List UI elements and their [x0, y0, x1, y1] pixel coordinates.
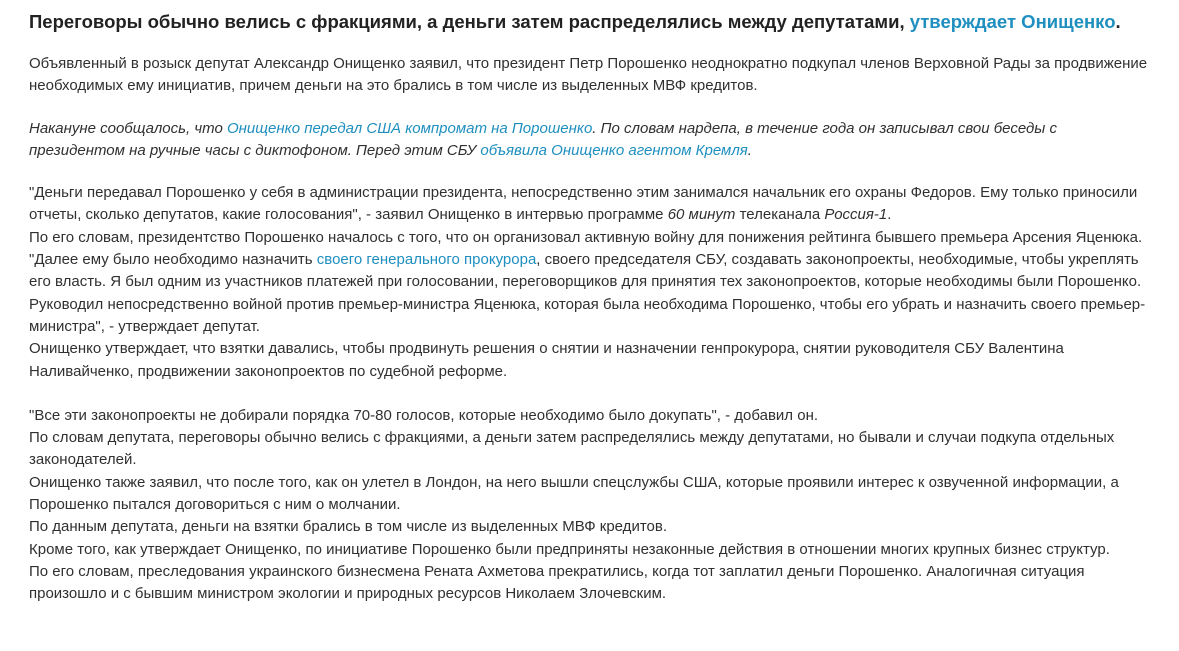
article-headline [29, 0, 1149, 35]
quote-block-2 [29, 405, 1149, 606]
program-name: 60 минут [667, 206, 736, 224]
lead-paragraph: Объявленный в розыск депутат Александр Онищенко заявил, что президент Петр Порошенко неоднократно подкупал членов Верховной Рады за продвижение необходимых ему инициатив, причем деньги на это брались в том числе из выделенных МВФ кредитов. [29, 55, 1148, 95]
paragraph-quote-money [29, 182, 1149, 227]
note-link-kompromat[interactable]: Онищенко передал США компромат на Порошенко [226, 119, 593, 137]
italic-note [29, 118, 1149, 163]
paragraph-votes: "Все эти законопроекты не добирали порядка 70-80 голосов, которые необходимо было докупать", - добавил он. [29, 406, 819, 424]
channel-name: Россия-1 [824, 206, 888, 224]
quote-text-mid: телеканала [735, 206, 825, 224]
prosecutor-link[interactable]: своего генерального прокурора [316, 251, 537, 269]
quote-text-before: "Деньги передавал Порошенко у себя в администрации президента, непосредственно этим занимался начальник его охраны Федоров. Ему только приносили отчеты, сколько депутатов, какие голосования", - заявил Онищенко в интервью программе [29, 184, 1138, 224]
quote-block-1 [29, 182, 1149, 383]
paragraph-presidency: По его словам, президентство Порошенко началось с того, что он организовал активную войну для понижения рейтинга бывшего премьера Арсения Яценюка. [29, 228, 1143, 246]
headline-text: Переговоры обычно велись с фракциями, а деньги затем распределялись между депутатами, [29, 11, 905, 32]
paragraph-bribes: Онищенко утверждает, что взятки давались, чтобы продвинуть решения о снятии и назначении генпрокурора, снятии руководителя СБУ Валентина Наливайченко, продвижении законопроектов по судебной реформе. [29, 340, 1064, 380]
note-link-kremlin-agent[interactable]: объявила Онищенко агентом Кремля [480, 141, 748, 159]
paragraph-akhmetov: По его словам, преследования украинского бизнесмена Рената Ахметова прекратились, когда тот заплатил деньги Порошенко. Аналогичная ситуация произошло и с бывшим министром экологии и природных ресурсов Николаем Злочевским. [29, 562, 1085, 603]
prosecutor-text-before: "Далее ему было необходимо назначить [29, 251, 317, 269]
paragraph-business: Кроме того, как утверждает Онищенко, по инициативе Порошенко были предприняты незаконные действия в отношении многих крупных бизнес структур. [29, 540, 1110, 558]
paragraph-us-services: Онищенко также заявил, что после того, как он улетел в Лондон, на него вышли спецслужбы США, которые проявили интерес к озвученной информации, а Порошенко пытался договориться с ним о молчании. [29, 473, 1119, 514]
paragraph-imf: По данным депутата, деньги на взятки брались в том числе из выделенных МВФ кредитов. [29, 518, 667, 536]
note-text-before: Накануне сообщалось, что [29, 119, 227, 137]
paragraph-factions: По словам депутата, переговоры обычно велись с фракциями, а деньги затем распределялись между депутатами, но бывали и случаи подкупа отдельных законодателей. [29, 429, 1115, 469]
prosecutor-text-after: , своего председателя СБУ, создавать законопроекты, необходимые, чтобы укреплять его власть. Я был одним из участников платежей при голосовании, переговорщиков для принятия тех законопроектов, которые необходимы были Порошенко. Руководил непосредственно войной против премьер-министра Яценюка, которая была необходима Порошенко, чтобы его убрать и назначить своего премьер-министра", - утверждает депутат. [29, 251, 1146, 335]
note-text-middle: . По словам нардепа, в течение года он записывал свои беседы с президентом на ручные часы с диктофоном. Перед этим СБУ [29, 119, 1057, 159]
note-text-end: . [747, 141, 752, 159]
headline-end: . [1115, 11, 1121, 32]
headline-link[interactable]: утверждает Онищенко [909, 11, 1116, 32]
paragraph-prosecutor [29, 249, 1149, 338]
quote-text-end: . [887, 206, 892, 224]
